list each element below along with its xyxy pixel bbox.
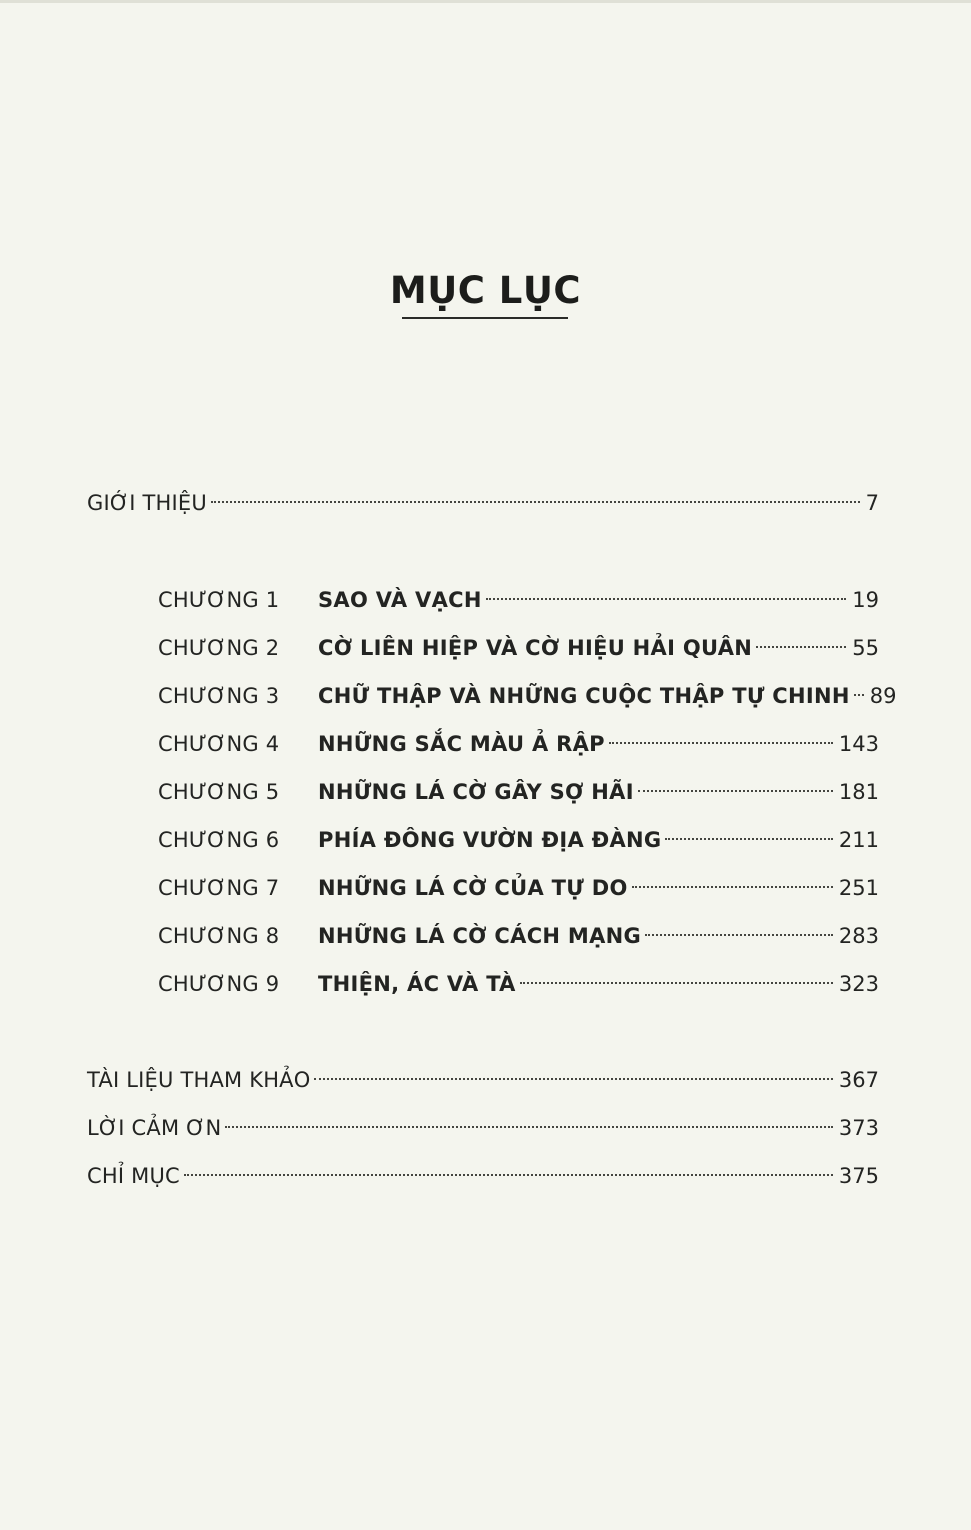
chapter-title: CỜ LIÊN HIỆP VÀ CỜ HIỆU HẢI QUÂN [318,636,753,660]
dot-leader [665,838,832,840]
chapter-page: 323 [838,972,879,996]
toc-entry-chapter-7[interactable] [158,873,879,903]
chapter-number: CHƯƠNG 1 [158,588,280,612]
toc-entry-page: 7 [865,491,879,515]
toc-entry-chapter-5[interactable] [158,777,879,807]
dot-leader [520,982,833,984]
chapter-title: PHÍA ĐÔNG VƯỜN ĐỊA ĐÀNG [318,828,662,852]
toc-entry-acknowledgements[interactable] [87,1113,879,1143]
chapter-number: CHƯƠNG 2 [158,636,280,660]
toc-entry-page: 367 [838,1068,879,1092]
toc-entry-chapter-3[interactable] [158,681,897,711]
chapter-number: CHƯƠNG 7 [158,876,280,900]
toc-entry-index[interactable] [87,1161,879,1191]
toc-entry-chapter-2[interactable] [158,633,879,663]
toc-entry-page: 373 [838,1116,879,1140]
dot-leader [225,1126,832,1128]
toc-entry-label: GIỚI THIỆU [87,491,207,515]
dot-leader [609,742,833,744]
chapter-title: NHỮNG LÁ CỜ CỦA TỰ DO [318,876,628,900]
toc-entry-label: CHỈ MỤC [87,1164,180,1188]
chapter-page: 89 [869,684,897,708]
chapter-number: CHƯƠNG 4 [158,732,280,756]
toc-entry-chapter-1[interactable] [158,585,879,615]
dot-leader [486,598,847,600]
chapter-page: 19 [852,588,879,612]
chapter-number: CHƯƠNG 8 [158,924,280,948]
chapter-page: 251 [838,876,879,900]
chapter-title: SAO VÀ VẠCH [318,588,482,612]
page-title: MỤC LỤC [389,269,582,312]
toc-entry-page: 375 [838,1164,879,1188]
dot-leader [314,1078,832,1080]
chapter-title: THIỆN, ÁC VÀ TÀ [318,972,516,996]
toc-entry-label: LỜI CẢM ƠN [87,1116,222,1140]
dot-leader [211,501,860,503]
chapter-page: 283 [838,924,879,948]
chapter-title: CHỮ THẬP VÀ NHỮNG CUỘC THẬP TỰ CHINH [318,684,850,708]
toc-entry-chapter-6[interactable] [158,825,879,855]
chapter-page: 143 [838,732,879,756]
chapter-title: NHỮNG SẮC MÀU Ả RẬP [318,732,605,756]
chapter-number: CHƯƠNG 6 [158,828,280,852]
dot-leader [645,934,833,936]
toc-entry-intro[interactable] [87,488,879,518]
chapter-page: 211 [838,828,879,852]
chapter-page: 181 [838,780,879,804]
dot-leader [184,1174,833,1176]
dot-leader [854,694,864,696]
dot-leader [638,790,833,792]
chapter-title: NHỮNG LÁ CỜ CÁCH MẠNG [318,924,642,948]
toc-entry-chapter-4[interactable] [158,729,879,759]
chapter-number: CHƯƠNG 3 [158,684,280,708]
chapter-title: NHỮNG LÁ CỜ GÂY SỢ HÃI [318,780,634,804]
dot-leader [632,886,833,888]
page-top-edge [0,0,971,3]
toc-entry-label: TÀI LIỆU THAM KHẢO [87,1068,311,1092]
title-underline [402,317,568,319]
dot-leader [756,646,846,648]
toc-entry-chapter-9[interactable] [158,969,879,999]
chapter-page: 55 [852,636,879,660]
chapter-number: CHƯƠNG 9 [158,972,280,996]
toc-entry-references[interactable] [87,1065,879,1095]
toc-entry-chapter-8[interactable] [158,921,879,951]
chapter-number: CHƯƠNG 5 [158,780,280,804]
